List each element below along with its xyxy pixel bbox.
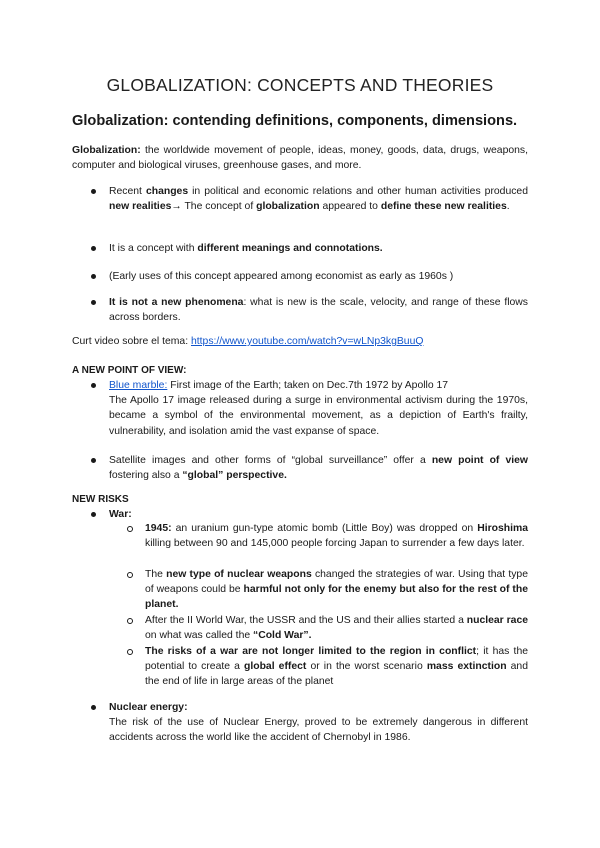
bullet-not-new	[109, 295, 528, 325]
text: in political and economic relations and other human activities produced	[188, 186, 528, 197]
new-point-heading: A NEW POINT OF VIEW:	[72, 365, 187, 376]
war-hiroshima	[145, 521, 528, 551]
text: The Apollo 17 image released during a surge in environmental activism during the 1970s, became a symbol of the environmental movement, as a depiction of Earth's frailty, vulnerability, and isolation amid the vast expanse of space.	[109, 395, 528, 437]
text: killing between 90 and 145,000 people forcing Japan to surrender a few days later.	[145, 538, 525, 550]
bold-text: War:	[109, 509, 132, 520]
sub-bullet-circle	[127, 618, 133, 624]
bold-text: new point of view	[431, 455, 528, 466]
bullet-dot	[91, 705, 96, 710]
bold-text: globalization	[256, 201, 320, 213]
bullet-dot	[91, 246, 96, 251]
bold-text: global effect	[243, 661, 307, 673]
document-title: GLOBALIZATION: CONCEPTS AND THEORIES	[106, 75, 494, 95]
text: fostering also a	[109, 470, 183, 482]
nuclear-energy-item	[109, 700, 528, 746]
bullet-dot	[91, 300, 96, 305]
bold-text: define these new realities	[380, 201, 507, 213]
bold-text: harmful not only for the enemy but also for the rest of the planet.	[145, 584, 528, 611]
definition-term: Globalization:	[72, 145, 141, 156]
text: changed the strategies of war. Using that type of weapons could be	[145, 569, 528, 596]
text: an uranium gun-type atomic bomb (Little Boy) was dropped on	[171, 523, 478, 534]
blue-marble-link[interactable]: Blue marble:	[109, 380, 168, 391]
war-nuclear-weapons	[145, 567, 528, 613]
text: Recent	[109, 186, 146, 197]
text: The risk of the use of Nuclear Energy, proved to be extremely dangerous in different accidents across the world like the accident of Chernobyl in 1986.	[109, 717, 528, 744]
text: on what was called the	[145, 630, 254, 642]
text: → The concept of	[171, 201, 257, 213]
bold-text: “Cold War”.	[253, 630, 312, 642]
text: The	[145, 569, 167, 580]
bold-text: changes	[145, 186, 189, 197]
bold-text: “global” perspective.	[182, 470, 287, 482]
text: appeared to	[319, 201, 381, 213]
bold-text: Hiroshima	[477, 523, 528, 534]
bold-text: Nuclear energy:	[109, 702, 188, 713]
war-global-risk	[145, 644, 528, 690]
video-label: Curt video sobre el tema:	[72, 336, 191, 347]
bullet-dot	[91, 458, 96, 463]
text: It is a concept with	[109, 243, 198, 254]
text: First image of the Earth; taken on Dec.7th 1972 by Apollo 17	[167, 380, 449, 391]
definition-paragraph	[72, 143, 528, 173]
text: and the end of life in large areas of the planet	[145, 661, 528, 688]
war-label	[109, 507, 528, 522]
bullet-early-uses	[109, 269, 528, 284]
text: .	[506, 201, 510, 213]
bold-text: nuclear race	[466, 615, 528, 626]
text: Satellite images and other forms of “global surveillance” offer a	[109, 455, 432, 466]
sub-bullet-circle	[127, 526, 133, 532]
war-cold-war	[145, 613, 528, 643]
sub-bullet-circle	[127, 572, 133, 578]
blue-marble-item	[109, 378, 528, 439]
sub-bullet-circle	[127, 649, 133, 655]
text: (Early uses of this concept appeared among economist as early as 1960s )	[109, 271, 454, 282]
bullet-dot	[91, 512, 96, 517]
bold-text: mass extinction	[426, 661, 507, 673]
text: After the II World War, the USSR and the US and their allies started a	[145, 615, 467, 626]
bold-text: new type of nuclear weapons	[166, 569, 312, 580]
new-risks-heading: NEW RISKS	[72, 494, 129, 505]
bullet-dot	[91, 189, 96, 194]
satellite-item	[109, 453, 528, 483]
text: or in the worst scenario	[306, 661, 427, 673]
definition-text: the worldwide movement of people, ideas, money, goods, data, drugs, weapons, computer and biological viruses, greenhouse gases, and more.	[72, 145, 528, 172]
bold-text: It is not a new phenomena	[109, 297, 244, 308]
bullet-dot	[91, 274, 96, 279]
bold-text: The risks of a war are not longer limited to the region in conflict	[145, 646, 477, 657]
section-heading: Globalization: contending definitions, components, dimensions.	[72, 113, 518, 129]
bold-text: 1945:	[145, 523, 172, 534]
video-line	[72, 334, 528, 349]
bullet-meanings	[109, 241, 528, 256]
bold-text: different meanings and connotations.	[197, 243, 383, 254]
text: : what is new is the scale, velocity, and range of these flows across borders.	[109, 297, 528, 324]
bullet-changes	[109, 184, 528, 214]
text: ; it has the potential to create a	[145, 646, 528, 673]
bold-text: new realities	[109, 201, 172, 213]
youtube-link[interactable]: https://www.youtube.com/watch?v=wLNp3kgBuuQ	[190, 336, 424, 347]
bullet-dot	[91, 383, 96, 388]
